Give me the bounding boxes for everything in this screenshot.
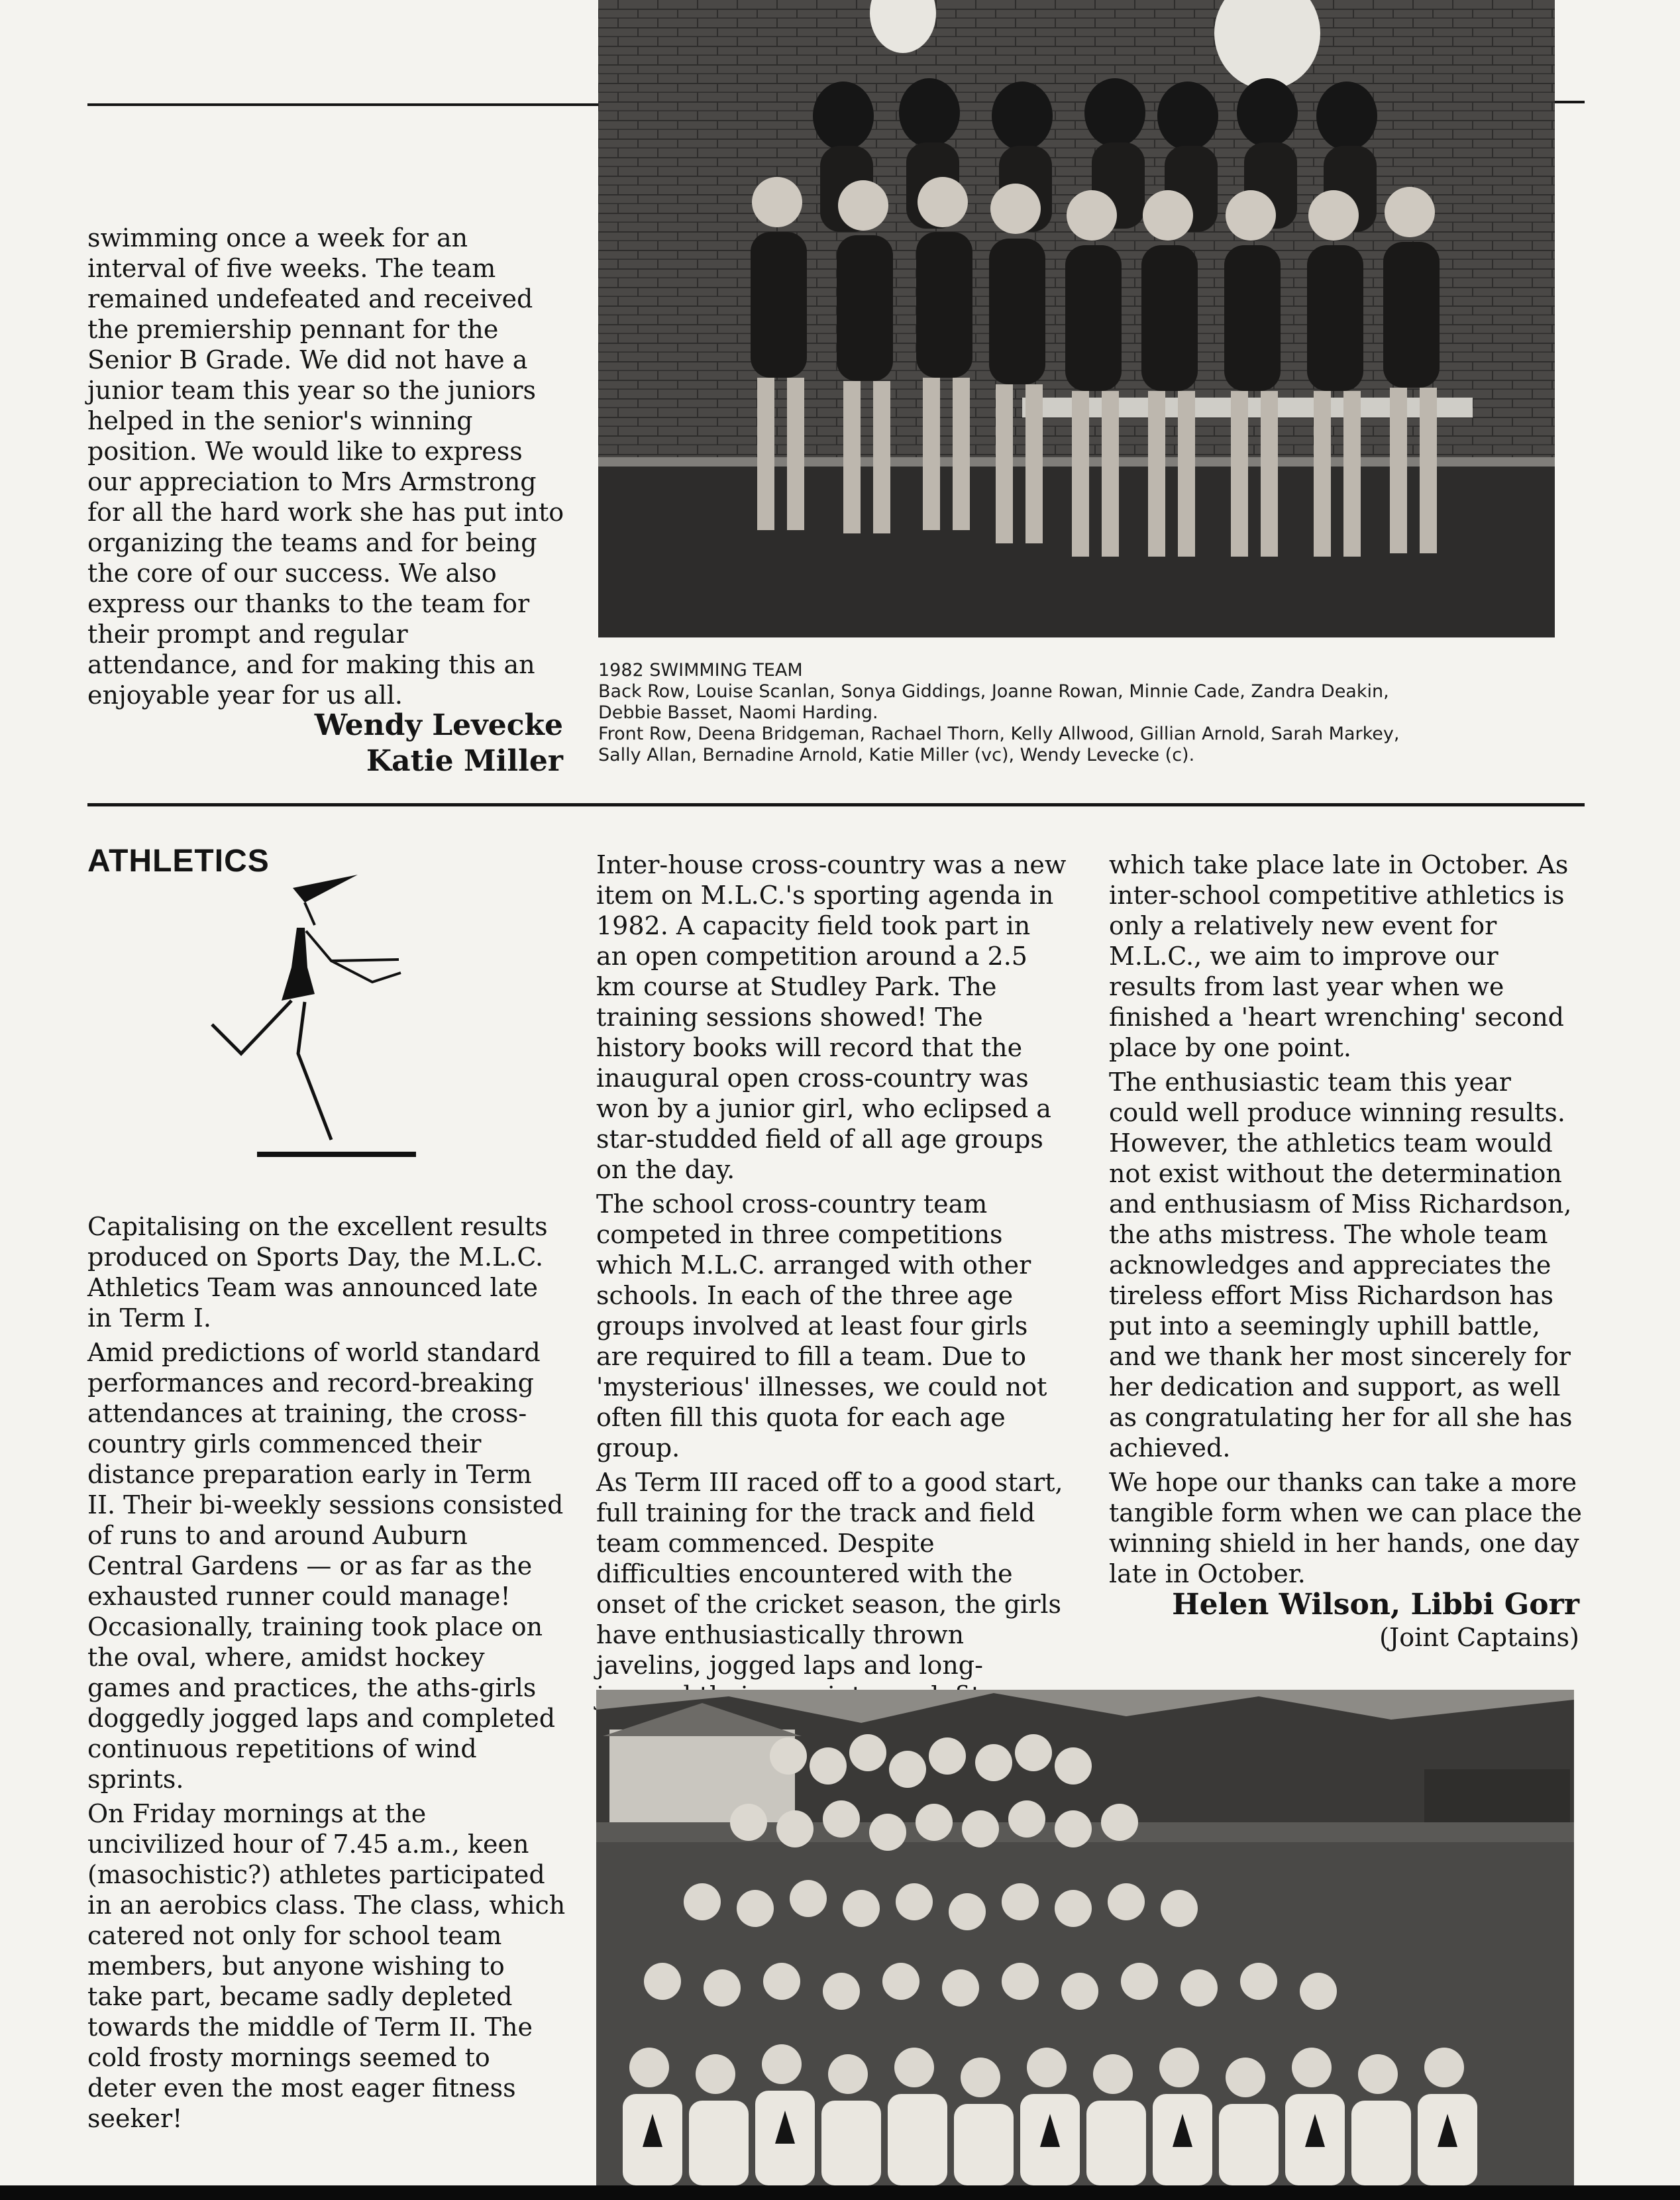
athletics-column-3 xyxy=(1109,850,1587,1593)
page-bottom-edge xyxy=(0,2185,1680,2200)
signature-role: (Joint Captains) xyxy=(1379,1623,1579,1652)
swimming-signatures xyxy=(199,708,563,779)
caption-title: 1982 SWIMMING TEAM xyxy=(598,660,803,681)
athletics-col2-p2: The school cross-country team competed in three competitions which M.L.C. arranged with other schools. In each of the three age groups involved at least four girls are required to fill a team. Due to 'mysterious' illnesses, we could not often fill this quota for each age group. xyxy=(596,1189,1047,1462)
section-divider xyxy=(87,803,1585,806)
signature-wendy-levecke: Wendy Levecke xyxy=(314,708,563,742)
top-rule-right xyxy=(1554,101,1585,103)
athletics-col2-p3: As Term III raced off to a good start, full training for the track and field team commenced. Despite difficulties encountered with the onset of the cricket season, the girls have enthusiastically thrown javelins, jogged laps and long- xyxy=(596,1468,1063,1680)
athletics-col3-p2: The enthusiastic team this year could well produce winning results. However, the athletics team would not exist without the determination and enthusiasm of Miss Richardson, the aths mistress. The whole team acknowledges and appreciates the tireless effort Miss Richardson has put into a seemingly uphill battle, and we thank her most sincerely for her dedication and support, as well as congratulating her for all she has achieved. xyxy=(1109,1068,1573,1462)
athletics-col1-p3: On Friday mornings at the uncivilized hour of 7.45 a.m., keen (masochistic?) athletes participated in an aerobics class. The class, which catered not only for school team members, but anyone wishing to take part, became sadly depleted towards the middle of Term II. The cold frosty mornings seemed to deter even the most eager fitness seeker! xyxy=(87,1799,566,2133)
athletics-column-1 xyxy=(87,1211,566,2138)
swimming-article xyxy=(87,223,564,714)
caption-back-row-2: Debbie Basset, Naomi Harding. xyxy=(598,702,878,723)
athletics-col3-p1: which take place late in October. As inter-school competitive athletics is only a relatively new event for M.L.C., we aim to improve our results from last year when we finished a 'heart wrenching' second place by one point. xyxy=(1109,850,1569,1062)
swimming-team-photo xyxy=(598,0,1555,637)
swimming-paragraph: swimming once a week for an interval of five weeks. The team remained undefeated and received the premiership pennant for the Senior B Grade. We did not have a junior team this year so the juniors helped in the senior's winning position. We would like to express our appreciation to Mrs Armstrong for all the hard work she has put into organizing the teams and for being the core of our success. We also express our thanks to the team for their prompt and regular attendance, and for making this an enjoyable year for us all. xyxy=(87,223,564,710)
athletics-col1-p2: Amid predictions of world standard performances and record-breaking attendances at training, the cross-country girls commenced their distance preparation early in Term II. Their bi-weekly sessions consisted of runs to and around Auburn Central Gardens — or as far as the exhausted runner could manage! Occasionally, training took place on the oval, where, amidst hockey games and practices, the aths-girls doggedly jogged laps and completed continuous repetitions of wind sprints. xyxy=(87,1338,564,1794)
athletics-column-2 xyxy=(596,850,1068,1745)
athletics-heading: ATHLETICS xyxy=(87,844,270,879)
swimming-photo-caption xyxy=(598,660,1552,766)
athletics-team-photo xyxy=(596,1690,1574,2185)
signature-katie-miller: Katie Miller xyxy=(366,744,563,778)
caption-back-row-1: Back Row, Louise Scanlan, Sonya Giddings, Joanne Rowan, Minnie Cade, Zandra Deakin, xyxy=(598,681,1389,702)
signature-captains: Helen Wilson, Libbi Gorr xyxy=(1172,1588,1579,1622)
top-rule-left xyxy=(87,103,600,106)
athletics-signatures xyxy=(1109,1588,1579,1653)
athletics-col3-p3: We hope our thanks can take a more tangible form when we can place the winning shield in her hands, one day late in October. xyxy=(1109,1468,1582,1588)
caption-front-row-2: Sally Allan, Bernadine Arnold, Katie Miller (vc), Wendy Levecke (c). xyxy=(598,745,1195,765)
athletics-col1-p1: Capitalising on the excellent results produced on Sports Day, the M.L.C. Athletics Team was announced late in Term I. xyxy=(87,1212,548,1333)
caption-front-row-1: Front Row, Deena Bridgeman, Rachael Thorn, Kelly Allwood, Gillian Arnold, Sarah Markey, xyxy=(598,724,1400,744)
athletics-col2-p1: Inter-house cross-country was a new item on M.L.C.'s sporting agenda in 1982. A capacity field took part in an open competition around a 2.5 km course at Studley Park. The training sessions showed! The history books will record that the inaugural open cross-country was won by a junior girl, who eclipsed a star-studded field of all age groups on the day. xyxy=(596,850,1067,1184)
runner-illustration xyxy=(199,861,437,1180)
